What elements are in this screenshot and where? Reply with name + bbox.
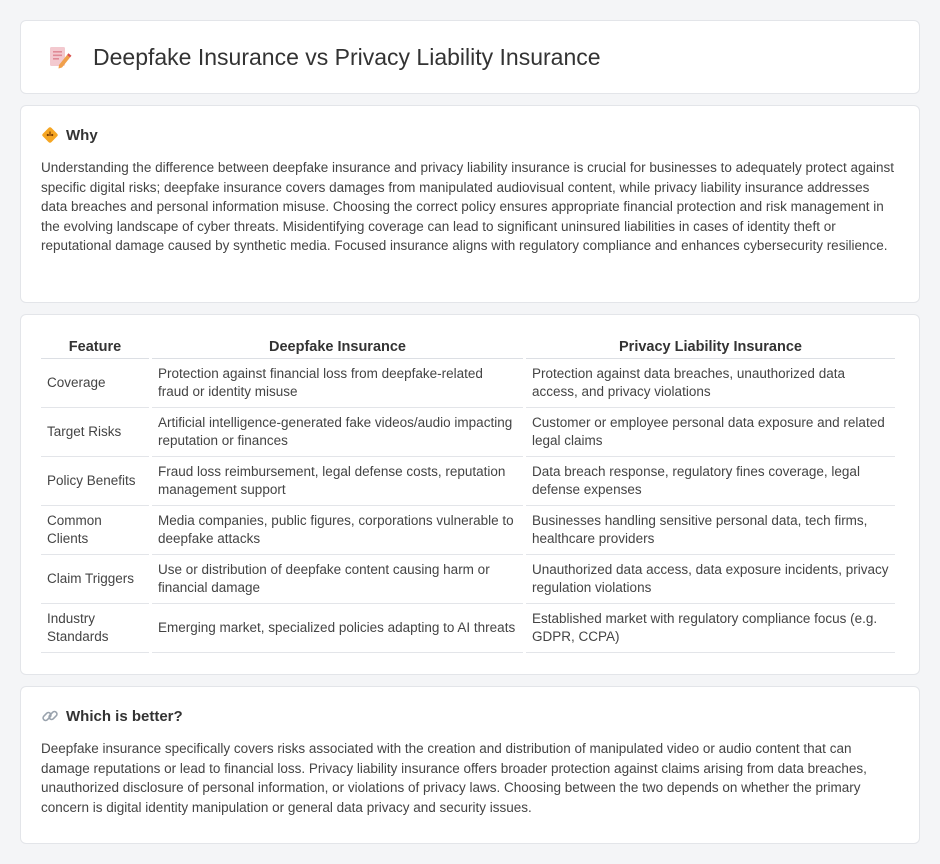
better-text: Deepfake insurance specifically covers risks associated with the creation and distribution of manipulated video or audio content that can damage reputations or lead to financial loss. Privacy liability insurance offers broader protection against claims arising from data breaches, unauthorized disclosure of personal information, or violations of privacy laws. Choosing between the two depends on whether the primary concern is digital identity manipulation or general data privacy and security issues. <box>41 741 867 815</box>
table-row <box>41 506 895 555</box>
feature-cell: Claim Triggers <box>41 555 149 604</box>
privacy-cell: Businesses handling sensitive personal data, tech firms, healthcare providers <box>526 506 895 555</box>
better-heading <box>41 707 899 725</box>
table-row <box>41 359 895 408</box>
feature-cell: Common Clients <box>41 506 149 555</box>
comparison-table-card <box>20 314 920 675</box>
header-card <box>20 20 920 94</box>
header-privacy: Privacy Liability Insurance <box>526 335 895 359</box>
why-section <box>20 105 920 303</box>
deepfake-cell: Artificial intelligence-generated fake videos/audio impacting reputation or finances <box>152 408 523 457</box>
which-is-better-section <box>20 686 920 844</box>
deepfake-cell: Media companies, public figures, corporations vulnerable to deepfake attacks <box>152 506 523 555</box>
privacy-cell: Protection against data breaches, unauthorized data access, and privacy violations <box>526 359 895 408</box>
deepfake-cell: Protection against financial loss from deepfake-related fraud or identity misuse <box>152 359 523 408</box>
header-deepfake: Deepfake Insurance <box>152 335 523 359</box>
privacy-cell: Customer or employee personal data exposure and related legal claims <box>526 408 895 457</box>
better-title: Which is better? <box>66 707 183 725</box>
comparison-table <box>38 335 898 653</box>
deepfake-cell: Fraud loss reimbursement, legal defense costs, reputation management support <box>152 457 523 506</box>
table-row <box>41 408 895 457</box>
deepfake-cell: Use or distribution of deepfake content causing harm or financial damage <box>152 555 523 604</box>
diamond-warning-icon <box>41 126 59 144</box>
feature-cell: Industry Standards <box>41 604 149 653</box>
table-row <box>41 604 895 653</box>
feature-cell: Policy Benefits <box>41 457 149 506</box>
header-feature: Feature <box>41 335 149 359</box>
why-title: Why <box>66 126 98 144</box>
privacy-cell: Unauthorized data access, data exposure incidents, privacy regulation violations <box>526 555 895 604</box>
table-row <box>41 555 895 604</box>
link-icon <box>41 707 59 725</box>
table-row <box>41 457 895 506</box>
privacy-cell: Data breach response, regulatory fines coverage, legal defense expenses <box>526 457 895 506</box>
deepfake-cell: Emerging market, specialized policies adapting to AI threats <box>152 604 523 653</box>
table-header-row <box>41 335 895 359</box>
document-pencil-icon <box>45 43 73 71</box>
why-text: Understanding the difference between deepfake insurance and privacy liability insurance is crucial for businesses to adequately protect against specific digital risks; deepfake insurance covers damages from manipulated audiovisual content, while privacy liability insurance addresses data breaches and personal information misuse. Choosing the correct policy ensures appropriate financial protection and risk management in the evolving landscape of cyber threats. Misidentifying coverage can lead to significant uninsured liabilities in cases of identity theft or reputational damage caused by synthetic media. Focused insurance aligns with regulatory compliance and enhances cybersecurity resilience. <box>41 160 895 253</box>
why-heading <box>41 126 899 144</box>
page-title: Deepfake Insurance vs Privacy Liability Insurance <box>93 43 601 70</box>
feature-cell: Coverage <box>41 359 149 408</box>
privacy-cell: Established market with regulatory compliance focus (e.g. GDPR, CCPA) <box>526 604 895 653</box>
feature-cell: Target Risks <box>41 408 149 457</box>
